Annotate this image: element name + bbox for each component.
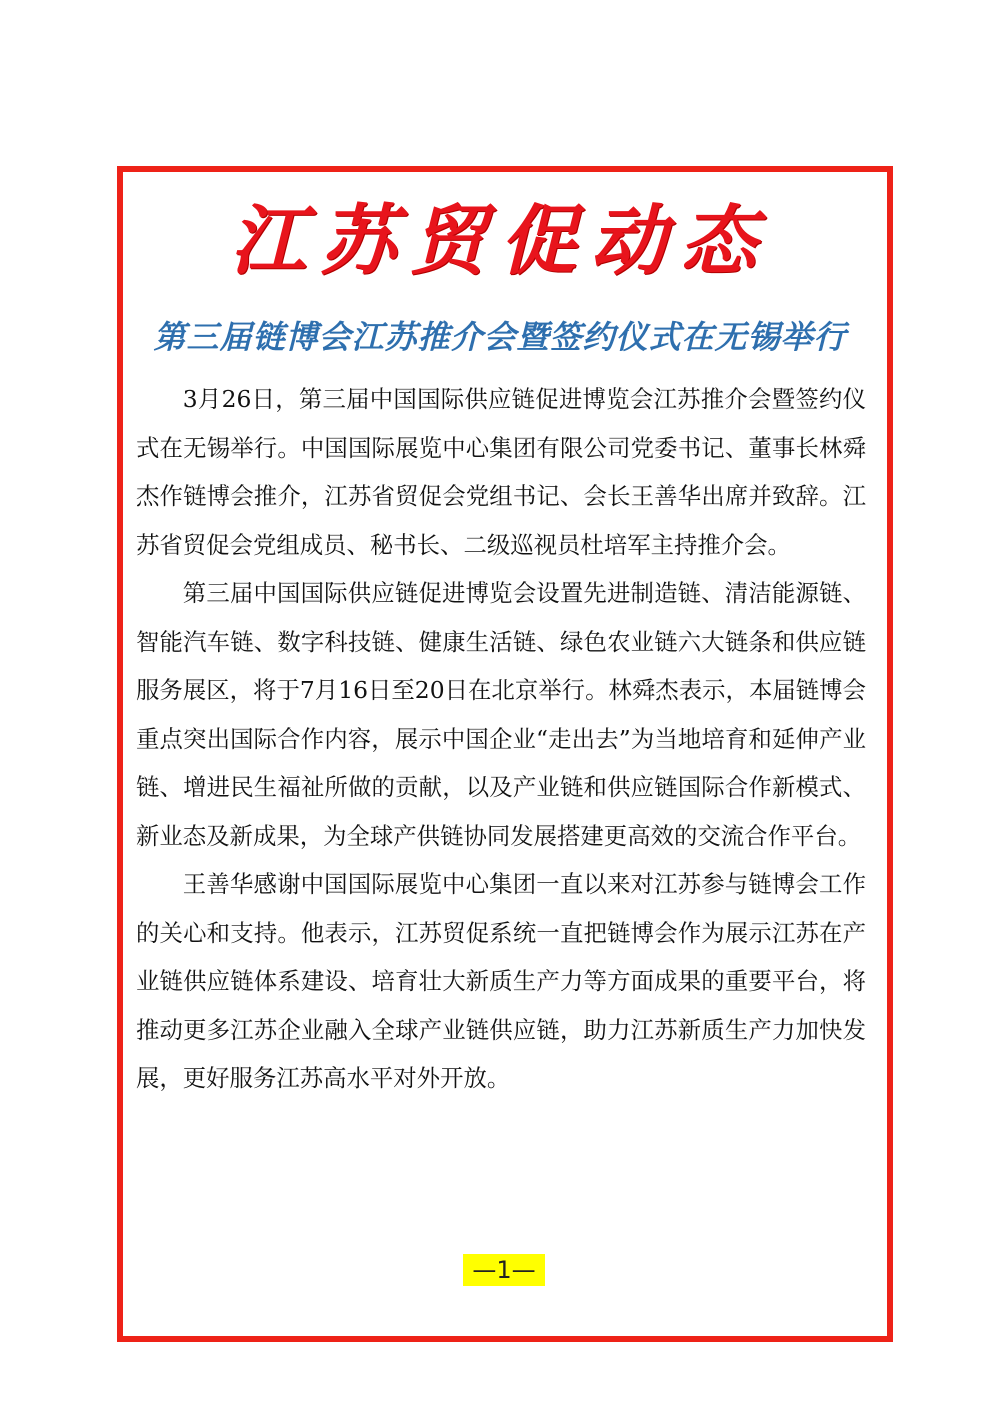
article-paragraph: 第三届中国国际供应链促进博览会设置先进制造链、清洁能源链、智能汽车链、数字科技链、健康生活链、绿色农业链六大链条和供应链服务展区，将于7月16日至20日在北京举行。林舜杰表示，本届链博会重点突出国际合作内容，展示中国企业“走出去”为当地培育和延伸产业链、增进民生福祉所做的贡献，以及产业链和供应链国际合作新模式、新业态及新成果，为全球产供链协同发展搭建更高效的交流合作平台。 xyxy=(136,579,866,850)
article-headline: 第三届链博会江苏推介会暨签约仪式在无锡举行 xyxy=(153,318,847,356)
page-number: —1— xyxy=(463,1254,545,1286)
article-paragraph: 3月26日，第三届中国国际供应链促进博览会江苏推介会暨签约仪式在无锡举行。中国国际展览中心集团有限公司党委书记、董事长林舜杰作链博会推介，江苏省贸促会党组书记、会长王善华出席并致辞。江苏省贸促会党组成员、秘书长、二级巡视员杜培军主持推介会。 xyxy=(136,385,866,559)
masthead-title: 江苏贸促动态 xyxy=(230,196,770,285)
article-paragraph: 王善华感谢中国国际展览中心集团一直以来对江苏参与链博会工作的关心和支持。他表示，江苏贸促系统一直把链博会作为展示江苏在产业链供应链体系建设、培育壮大新质生产力等方面成果的重要平台，将推动更多江苏企业融入全球产业链供应链，助力江苏新质生产力加快发展，更好服务江苏高水平对外开放。 xyxy=(136,870,866,1092)
article-body xyxy=(136,375,866,1103)
